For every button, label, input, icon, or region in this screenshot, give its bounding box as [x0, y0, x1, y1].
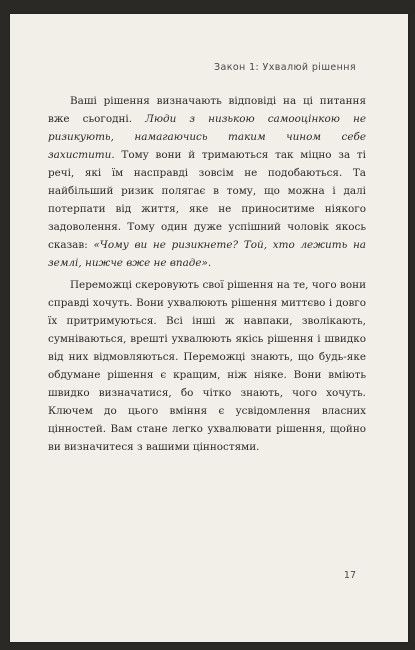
- paragraph-1-quote: «Чому ви не ризикнете? Той, хто лежить на землі, нижче вже не впаде»: [48, 239, 366, 269]
- paragraph-1: [48, 92, 366, 272]
- body-text: [48, 92, 366, 460]
- paragraph-1-text-e: .: [207, 257, 212, 269]
- paragraph-2: Переможці скеровують свої рішення на те, чого вони справді хочуть. Вони ухвалюють рішення миттєво і довго їх притримуються. Всі інші ж навпаки, зволікають, сумніваються, врешті ухвалюють якісь рішення і швидко від них відмовляються. Переможці знають, що будь-яке обдумане рішення є кращим, ніж ніяке. Вони вміють швидко визначатися, бо чітко знають, чого хочуть. Ключем до цього вміння є усвідомлення власних цінностей. Вам стане легко ухвалювати рішення, щойно ви визначитеся з вашими цінностями.: [48, 279, 366, 453]
- book-page: [10, 14, 408, 642]
- paragraph-1-italic-a: Люди з низькою самооцінкою не ризикують, намагаючись таким чином себе захистити: [48, 113, 367, 161]
- page-number: 17: [343, 570, 356, 581]
- running-header: Закон 1: Ухвалюй рішення: [214, 62, 356, 73]
- paragraph-1-text-a: Ваші рішення визначають відповіді на ці питання вже сьогодні.: [48, 95, 366, 125]
- paragraph-1-text-c: . Тому вони й тримаються так міцно за ті речі, які їм насправді зовсім не подобаються. Та найбільший ризик полягає в тому, що можна і далі потерпати від життя, яке не приноситиме ніякого задоволення. Тому один дуже успішний чоловік якось сказав:: [48, 149, 366, 251]
